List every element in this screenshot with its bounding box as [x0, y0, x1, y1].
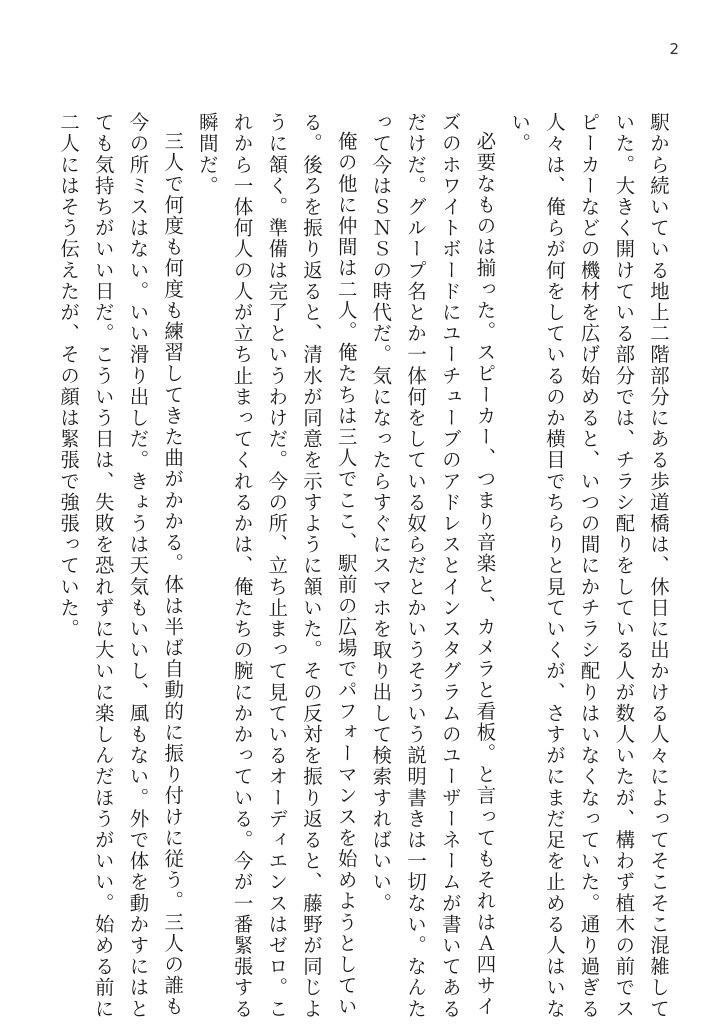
paragraph-1: 駅から続いている地上二階部分にある歩道橋は、休日に出かける人々によってそこそこ混雑していた。大きく開けている部分では、チラシ配りをしている人が数人いたが、構わず植木の前でスピーカーなどの機材を広げ始めると、いつの間にかチラシ配りはいなくなっていた。通り過ぎる人々は、俺らが何をしているのか横目でちらりと見ていくが、さすがにまだ足を止める人はいない。 — [508, 112, 670, 1020]
paragraph-3: 俺の他に仲間は二人。俺たちは三人でここ、駅前の広場でパフォーマンスを始めようとしている。後ろを振り返ると、清水が同意を示すように頷いた。その反対を振り返ると、藤野が同じように頷く。準備は完了というわけだ。今の所、立ち止まって見ているオーディエンスはゼロ。これから一体何人の人が立ち止まってくれるかは、俺たちの腕にかかっている。今が一番緊張する瞬間だ。 — [195, 112, 358, 1020]
page-number: 2 — [669, 40, 679, 58]
paragraph-4: 三人で何度も何度も練習してきた曲がかかる。体は半ば自動的に振り付けに従う。三人の誰も今の所ミスはない。いい滑り出しだ。きょうは天気もいいし、風もない。外で体を動かすにはとても気持ちがいい日だ。こういう日は、失敗を恐れずに大いに楽しんだほうがいい。始める前に二人にはそう伝えたが、その顔は緊張で強張っていた。 — [57, 112, 185, 1020]
paragraph-2: 必要なものは揃った。スピーカー、つまり音楽と、カメラと看板。と言ってもそれはＡ四サイズのホワイトボードにユーチューブのアドレスとインスタグラムのユーザーネームが書いてあるだけだ。グループ名とか一体何をしている奴らだとかいうそういう説明書きは一切ない。なんたって今はＳＮＳの時代だ。気になったらすぐにスマホを取り出して検索すればいい。 — [369, 112, 497, 1020]
body-text — [50, 112, 675, 1022]
